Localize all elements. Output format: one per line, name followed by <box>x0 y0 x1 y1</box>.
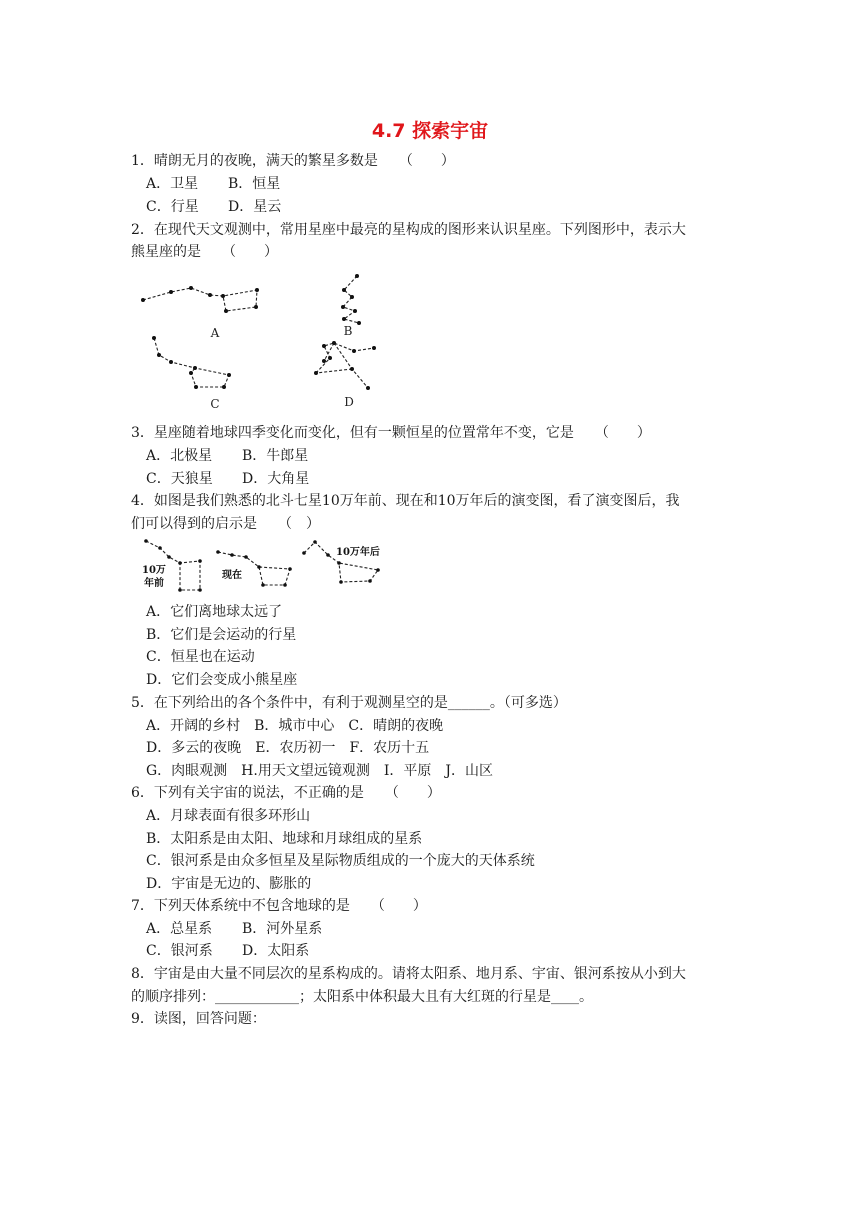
question-3-stem: 3．星座随着地球四季变化而变化，但有一颗恒星的位置常年不变，它是 （ ） <box>131 425 651 441</box>
label-10wan: 10万 <box>142 565 166 576</box>
question-6-stem: 6．下列有关宇宙的说法，不正确的是 （ ） <box>131 785 441 801</box>
q4-option-d: D．它们会变成小熊星座 <box>146 672 298 688</box>
figure-label-c: C <box>210 397 220 411</box>
label-nianqian: 年前 <box>144 578 164 589</box>
question-5-stem: 5．在下列给出的各个条件中，有利于观测星空的是______。（可多选） <box>131 695 567 711</box>
question-1-options-row-2 <box>146 196 281 218</box>
big-dipper-evolution-figure <box>138 535 390 595</box>
q7-option-a: A．总星系 <box>146 921 213 937</box>
q1-option-a: A．卫星 <box>146 176 199 192</box>
question-9-stem: 9．读图，回答问题： <box>131 1011 266 1027</box>
question-5-options-row-2: D．多云的夜晚 E．农历初一 F．农历十五 <box>146 740 430 756</box>
question-3-options-row-1 <box>146 445 308 467</box>
question-4-stem-line-1: 4．如图是我们熟悉的北斗七星10万年前、现在和10万年后的演变图，看了演变图后，我 <box>131 493 680 509</box>
question-4-stem-line-2: 们可以得到的启示是 （ ） <box>131 516 320 532</box>
question-7-options-row-1 <box>146 918 322 940</box>
q3-option-c: C．天狼星 <box>146 471 213 487</box>
question-2-stem-line-1: 2．在现代天文观测中，常用星座中最亮的星构成的图形来认识星座。下列图形中，表示大 <box>131 222 686 238</box>
q6-option-c: C．银河系是由众多恒星及星际物质组成的一个庞大的天体系统 <box>146 853 535 869</box>
question-5-options-row-1: A．开阔的乡村 B．城市中心 C．晴朗的夜晚 <box>146 718 444 734</box>
question-2-stem-line-2: 熊星座的是 （ ） <box>131 244 278 260</box>
label-xianzai: 现在 <box>222 570 242 581</box>
q6-option-b: B．太阳系是由太阳、地球和月球组成的星系 <box>146 831 423 847</box>
question-1-stem: 1．晴朗无月的夜晚，满天的繁星多数是 （ ） <box>131 153 455 169</box>
q1-option-d: D．星云 <box>228 199 282 215</box>
q6-option-d: D．宇宙是无边的、膨胀的 <box>146 876 312 892</box>
q4-option-c: C．恒星也在运动 <box>146 649 255 665</box>
q4-option-b: B．它们是会运动的行星 <box>146 627 297 643</box>
question-7-options-row-2 <box>146 940 309 962</box>
q7-option-b: B．河外星系 <box>242 921 323 937</box>
figure-label-d: D <box>344 395 354 409</box>
q1-option-c: C．行星 <box>146 199 199 215</box>
q1-option-b: B．恒星 <box>228 176 281 192</box>
question-5-options-row-3: G．肉眼观测 H.用天文望远镜观测 I．平原 J．山区 <box>146 763 493 779</box>
page-title: 4.7 探索宇宙 <box>371 120 489 142</box>
q6-option-a: A．月球表面有很多环形山 <box>146 808 311 824</box>
question-7-stem: 7．下列天体系统中不包含地球的是 （ ） <box>131 898 427 914</box>
q3-option-a: A．北极星 <box>146 448 213 464</box>
question-8-stem-line-2: 的顺序排列：____________；太阳系中体积最大且有大红斑的行星是____。 <box>131 989 593 1005</box>
constellation-figure <box>125 268 395 413</box>
question-1-options-row-1 <box>146 173 280 195</box>
figure-label-a: A <box>210 326 220 340</box>
q4-option-a: A．它们离地球太远了 <box>146 604 283 620</box>
figure-label-b: B <box>343 324 353 338</box>
q7-option-c: C．银河系 <box>146 943 213 959</box>
q7-option-d: D．太阳系 <box>242 943 310 959</box>
q3-option-d: D．大角星 <box>242 471 310 487</box>
question-8-stem-line-1: 8．宇宙是由大量不同层次的星系构成的。请将太阳系、地月系、宇宙、银河系按从小到大 <box>131 966 686 982</box>
q3-option-b: B．牛郎星 <box>242 448 309 464</box>
question-3-options-row-2 <box>146 468 309 490</box>
label-10wan-nianhou: 10万年后 <box>336 547 380 558</box>
